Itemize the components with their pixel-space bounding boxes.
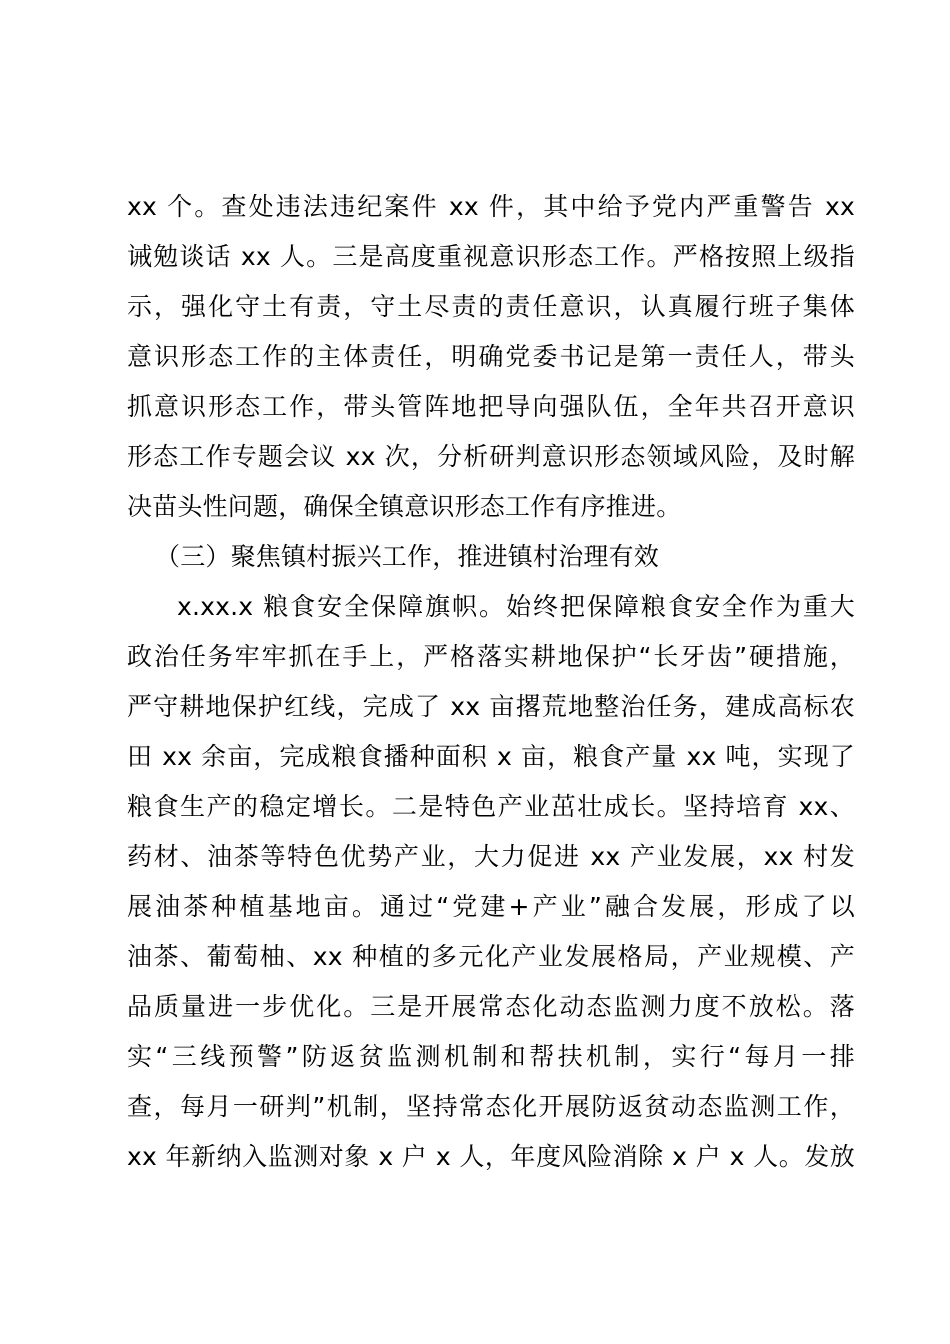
paragraph-line: 药材、油茶等特色优势产业，大力促进 xx 产业发展，xx 村发 [127, 842, 855, 871]
paragraph-line: 查，每月一研判”机制，坚持常态化开展防返贫动态监测工作， [127, 1092, 855, 1121]
paragraph-line: 粮食生产的稳定增长。二是特色产业茁壮成长。坚持培育 xx、 [127, 792, 855, 821]
paragraph-line: 政治任务牢牢抓在手上，严格落实耕地保护“长牙齿”硬措施， [127, 642, 855, 671]
paragraph-line: 实“三线预警”防返贫监测机制和帮扶机制，实行“每月一排 [127, 1042, 855, 1071]
paragraph-line: xx 个。查处违法违纪案件 xx 件，其中给予党内严重警告 xx [127, 192, 855, 221]
paragraph-line: 诫勉谈话 xx 人。三是高度重视意识形态工作。严格按照上级指 [127, 242, 855, 271]
document-body [127, 182, 855, 1182]
paragraph-line: 展油茶种植基地亩。通过“党建+产业”融合发展，形成了以 [127, 892, 855, 921]
paragraph-line: 严守耕地保护红线，完成了 xx 亩撂荒地整治任务，建成高标农 [127, 692, 855, 721]
section-heading: （三）聚焦镇村振兴工作，推进镇村治理有效 [155, 542, 660, 571]
paragraph-line: 形态工作专题会议 xx 次，分析研判意识形态领域风险，及时解 [127, 442, 855, 471]
paragraph-line: 抓意识形态工作，带头管阵地把导向强队伍，全年共召开意识 [127, 392, 855, 421]
paragraph-line: 决苗头性问题，确保全镇意识形态工作有序推进。 [127, 492, 682, 521]
paragraph-line: 油茶、葡萄柚、xx 种植的多元化产业发展格局，产业规模、产 [127, 942, 855, 971]
paragraph-line: 示，强化守土有责，守土尽责的责任意识，认真履行班子集体 [127, 292, 855, 321]
paragraph-line: 田 xx 余亩，完成粮食播种面积 x 亩，粮食产量 xx 吨，实现了 [127, 742, 855, 771]
paragraph-line: x.xx.x 粮食安全保障旗帜。始终把保障粮食安全作为重大 [177, 592, 855, 621]
paragraph-line: xx 年新纳入监测对象 x 户 x 人，年度风险消除 x 户 x 人。发放 [127, 1142, 855, 1171]
paragraph-line: 意识形态工作的主体责任，明确党委书记是第一责任人，带头 [127, 342, 855, 371]
paragraph-line: 品质量进一步优化。三是开展常态化动态监测力度不放松。落 [127, 992, 855, 1021]
